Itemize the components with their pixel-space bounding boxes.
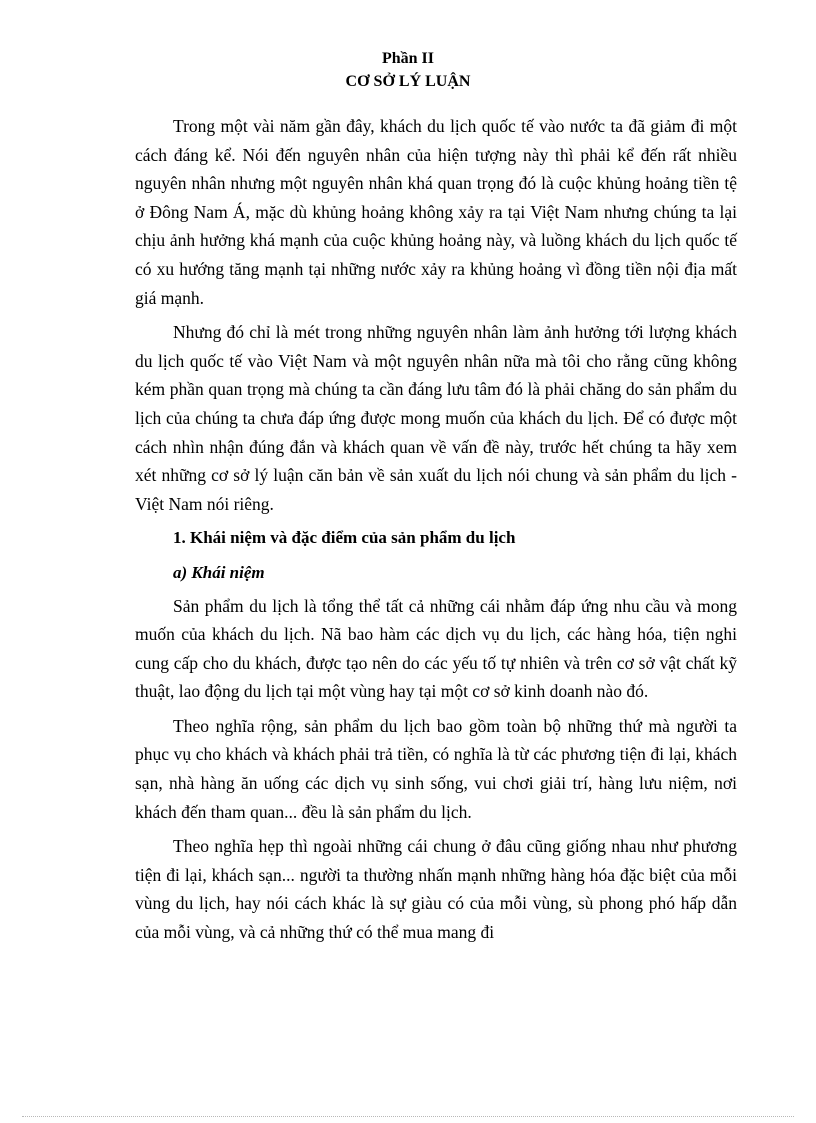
part-title: CƠ SỞ LÝ LUẬN: [345, 73, 471, 90]
paragraph-definition: Sản phẩm du lịch là tổng thể tất cả những cái nhằm đáp ứng nhu cầu và mong muốn của khách du lịch. Nã bao hàm các dịch vụ du lịch, các hàng hóa, tiện nghi cung cấp cho du khách, được tạo nên do các yếu tố tự nhiên và trên cơ sở vật chất kỹ thuật, lao động du lịch tại một vùng hay tại một cơ sở kinh doanh nào đó.: [135, 595, 737, 702]
document-body: [135, 112, 737, 953]
paragraph-broad-sense: Theo nghĩa rộng, sản phẩm du lịch bao gồm toàn bộ những thứ mà người ta phục vụ cho khách và khách phải trả tiền, có nghĩa là từ các phương tiện đi lại, khách sạn, nhà hàng ăn uống các dịch vụ sinh sống, vui chơi giải trí, hàng lưu niệm, nơi khách đến tham quan... đều là sản phẩm du lịch.: [135, 715, 737, 822]
paragraph-intro-1: Trong một vài năm gần đây, khách du lịch quốc tế vào nước ta đã giảm đi một cách đáng kể. Nói đến nguyên nhân của hiện tượng này thì phải kể đến rất nhiều nguyên nhân nhưng một nguyên nhân khá quan trọng đó là cuộc khủng hoảng tiền tệ ở Đông Nam Á, mặc dù khủng hoảng không xảy ra tại Việt Nam nhưng chúng ta lại chịu ảnh hưởng khá mạnh của cuộc khủng hoảng này, và luồng khách du lịch quốc tế có xu hướng tăng mạnh tại những nước xảy ra khủng hoảng vì đồng tiền nội địa mất giá mạnh.: [135, 116, 737, 308]
section-heading: 1. Khái niệm và đặc điểm của sản phẩm du lịch: [173, 528, 516, 548]
paragraph-intro-2: Nhưng đó chỉ là mét trong những nguyên nhân làm ảnh hưởng tới lượng khách du lịch quốc tế vào Việt Nam và một nguyên nhân nữa mà tôi cho rằng cũng không kém phần quan trọng mà chúng ta cần đáng lưu tâm đó là phải chăng do sản phẩm du lịch của chúng ta chưa đáp ứng được mong muốn của khách du lịch. Để có được một cách nhìn nhận đúng đắn và khách quan về vấn đề này, trước hết chúng ta hãy xem xét những cơ sở lý luận căn bản về sản xuất du lịch nói chung và sản phẩm du lịch - Việt Nam nói riêng.: [135, 322, 737, 514]
part-label: Phần II: [381, 50, 435, 67]
page-bottom-divider: [22, 1116, 794, 1117]
subsection-heading: a) Khái niệm: [173, 562, 265, 582]
paragraph-narrow-sense: Theo nghĩa hẹp thì ngoài những cái chung ở đâu cũng giống nhau như phương tiện đi lại, khách sạn... người ta thường nhấn mạnh những hàng hóa đặc biệt của mỗi vùng du lịch, hay nói cách khác là sự giàu có của mỗi vùng, sù phong phó hấp dẫn của mỗi vùng, và cả những thứ có thể mua mang đi: [135, 836, 737, 943]
